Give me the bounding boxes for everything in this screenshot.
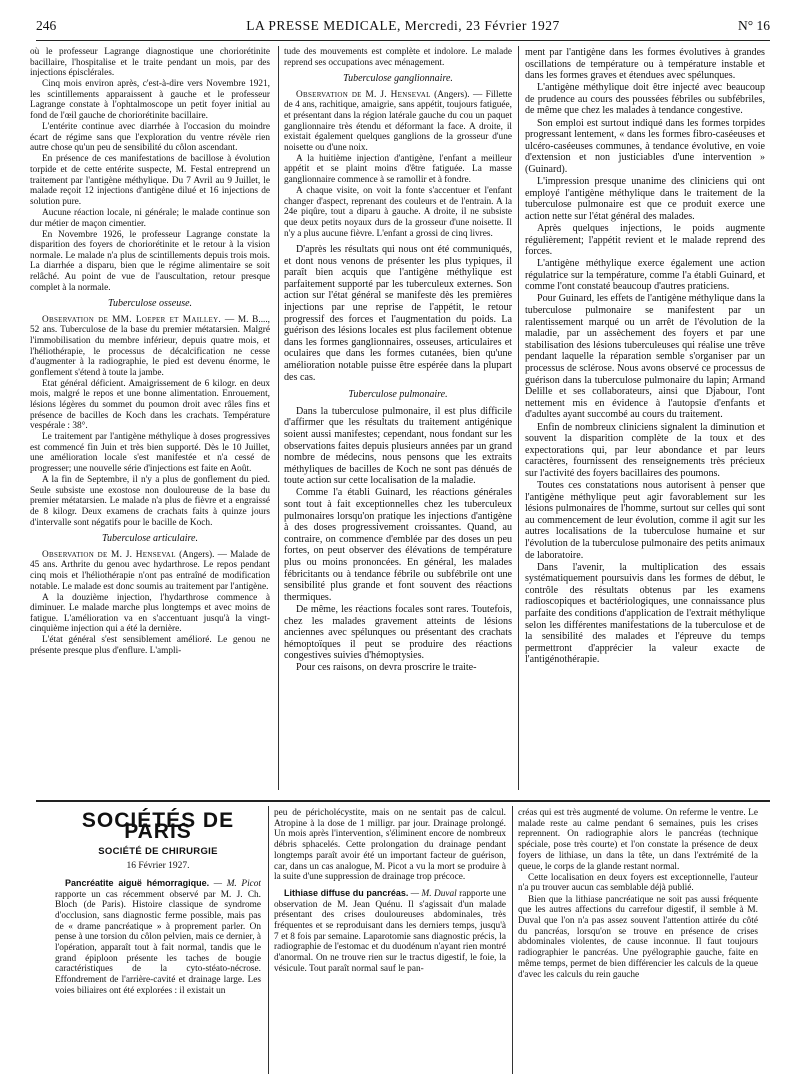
report-author: — M. Picot [213, 878, 261, 889]
paragraph: Son emploi est surtout indiqué dans les formes torpides progressant lentement, « dans les formes fibro-caséeuses et ulcéro-caséeuses communes, à tendance évolutive, en voie d'extension et non justiciables d'une intervention » (Guinard). [525, 117, 765, 175]
page-header [36, 18, 770, 40]
paragraph: En Novembre 1926, le professeur Lagrange constate la disparition des foyers de choriorétinite et le retour à la vision normale. Le malade n'a plus de scintillements depuis trois mois. La diarrhée a disparu, bien que le régime alimentaire se soit relâché. Au point de vue de l'auscultation, retour presque complet à la normale. [30, 229, 270, 293]
paragraph: L'impression presque unanime des cliniciens qui ont employé l'antigène méthylique dans le traitement de la tuberculose pulmonaire est que ce produit exerce une action nette sur l'état général des malades. [525, 176, 765, 222]
paragraph: où le professeur Lagrange diagnostique une choriorétinite bacillaire, l'hospitalise et le traite pendant un mois, par des injections épisclérales. [30, 47, 270, 79]
paragraph: L'état général s'est sensiblement amélioré. Le genou ne présente presque plus d'enflure. L'ampli- [30, 635, 270, 657]
article-column-2 [284, 47, 512, 795]
paragraph: Toutes ces constatations nous autorisent à penser que l'antigène méthylique peut agir favorablement sur les lésions pulmonaires de l'homme, surtout sur celles qui sont au commencement de leur évolution, comme il agit sur les autres localisations de la tuberculose humaine et sur l'évolution de la tuberculose pulmonaire des petits animaux de laboratoire. [525, 479, 765, 561]
paragraph: peu de péricholécystite, mais on ne sentait pas de calcul. Atropine à la dose de 1 milligr. par jour. Drainage prolongé. Un mois après l'intervention, s'éliminent encore de nombreux débris sphacelés. Cette prolongation du drainage pendant longtemps paraît avoir été un important facteur de guérison, car, dans un cas analogue, M. Picot a vu la mort se produire à la suite d'une suppression de drainage trop précoce. [274, 808, 506, 883]
observation-label: Observation de M. J. Henseval [296, 89, 431, 100]
report-title: Pancréatite aiguë hémorragique. [65, 877, 210, 888]
paragraph: Enfin de nombreux cliniciens signalent la diminution et souvent la disparition complète de la toux et des expectorations qui, par leur abondance et par leurs caractères, fournissent des renseignements très précieux sur l'activité des foyers bacillaires des poumons. [525, 421, 765, 479]
report-text: rapporte une observation de M. Jean Quénu. Il s'agissait d'un malade présentant des crises douloureuses abdominales, très fréquentes et se reproduisant dans les derniers temps, jusqu'à 7 et 8 fois par semaine. Laparotomie sans diagnostic précis, la radiographie de l'estomac et du duodénum n'ayant rien montré d'anormal. On ne trouve rien sur le tractus digestif, le foie, la vésicule. Tout paraît normal sauf le pan- [274, 888, 506, 974]
paragraph: Etat général déficient. Amaigrissement de 6 kilogr. en deux mois, malgré le repos et une bonne alimentation. Enrouement, lésions légères du sommet du poumon droit avec râles fins et présence de bacilles de Koch dans les crachats. Température vespérale : 38°. [30, 378, 270, 432]
paragraph: Aucune réaction locale, ni générale; le malade continue son dur métier de maçon cimentier. [30, 207, 270, 229]
report-author: — M. Duval [410, 888, 457, 899]
paragraph: Le traitement par l'antigène méthylique à doses progressives est commencé fin Juin et très bien supporté. Dès le 10 Juillet, une amélioration locale s'est manifestée et n'a cessé de progresser; une nouvelle série d'injections est faite en Août. [30, 432, 270, 475]
column-divider-2 [518, 46, 519, 790]
observation-paragraph [30, 315, 270, 379]
report-paragraph [55, 878, 261, 997]
societes-column-3 [518, 808, 758, 1078]
article-column-3 [525, 47, 765, 795]
paragraph: A chaque visite, on voit la fonte s'accentuer et l'enfant changer d'aspect, reprenant des couleurs et de l'entrain. A la 24e piqûre, tout a diparu à gauche. A droite, il ne subsiste que deux petits noyaux durs de la grosseur d'une noisette. Il n'y a plus aucune fièvre. L'enfant a grossi de cinq livres. [284, 186, 512, 239]
paragraph: Bien que la lithiase pancréatique ne soit pas aussi fréquente que les autres affections du carrefour digestif, il semble à M. Duval que l'on n'a pas assez souvent l'attention attirée du côté du pancréas, lorsqu'on se trouve en présence de crises abdominales violentes, de cause inconnue. Il faut toujours radiographier le pancréas. Une pyélographie gauche, faite en même temps, permet de bien différencier les calculs de la queue d'avec les calculs du rein gauche [518, 894, 758, 980]
paragraph: Cinq mois environ après, c'est-à-dire vers Novembre 1921, les scintillements apparaissent à gauche et le professeur Lagrange constate à l'ophtalmoscope un petit foyer initial au fond de l'œil gauche de choriorétinite bacillaire. [30, 79, 270, 122]
observation-label: Observation de M. J. Henseval [42, 549, 176, 560]
column-divider-1 [278, 46, 279, 790]
report-text: rapporte un cas récemment observé par M. J. Ch. Bloch (de Paris). Histoire classique de syndrome d'occlusion, sans diagnostic ferme possible, mais pas de « drame pancréatique » à proprement parler. On pense à une torsion du côlon pelvien, mais ce dernier, à l'opération, apparaît tout à fait normal, tandis que le grand épiploon présente les taches de bougie caractéristiques de la cyto-stéato-nécrose. Effondrement de l'arrière-cavité et drainage large. Les voies biliaires ont été explorées : il existait un [55, 889, 261, 996]
lower-divider-1 [268, 806, 269, 1074]
issue-number: N° 16 [737, 18, 770, 33]
paragraph: Pour ces raisons, on devra proscrire le traite- [296, 662, 477, 674]
paragraph: Cette localisation en deux foyers est exceptionnelle, l'auteur n'a pu trouver aucun cas semblable déjà publié. [518, 872, 758, 894]
section-heading: Tuberculose osseuse. [107, 298, 193, 310]
journal-title: LA PRESSE MEDICALE, Mercredi, 23 Février 1927 [246, 18, 560, 33]
header-rule [36, 40, 770, 41]
society-name: SOCIÉTÉ DE CHIRURGIE [98, 846, 218, 858]
paragraph: De même, les réactions focales sont rares. Toutefois, chez les malades gravement atteints de lésions anciennes avec spélunques ou présentant des crachats hémoptoïques il peut se produire des réactions congestives suivies d'hémoptysies. [284, 603, 512, 662]
paragraph: A la huitième injection d'antigène, l'enfant a meilleur appétit et se plaint moins d'être fatiguée. La masse ganglionnaire commence à se ramollir et à fondre. [284, 153, 512, 186]
paragraph: D'après les résultats qui nous ont été communiqués, et dont nous venons de présenter les plus typiques, il paraît bien acquis que l'antigène méthylique est parfaitement supporté par les tuberculeux externes. Son action sur l'état général se manifeste dès les premières injections par une reprise de l'appétit, le retour progressif des forces et l'augmentation du poids. La guérison des lésions locales est plus facilement obtenue dans les formes ganglionnaires, osseuses, articulaires et oculaires que dans les formes cutanées, bien qu'une amélioration notable puisse être espérée dans la plupart des cas. [284, 244, 512, 383]
paragraph: En présence de ces manifestations de bacillose à évolution torpide et de cette entérite suspecte, M. Festal entreprend un traitement par l'antigène méthylique. Du 7 Avril au 9 Juillet, le malade reçoit 12 injections d'antigène dilué et 16 injections de solution pure. [30, 154, 270, 207]
report-paragraph [274, 888, 506, 975]
paragraph: L'antigène méthylique exerce également une action régulatrice sur la température, comme l'a établi Guinard, et comme l'ont constaté beaucoup d'autres praticiens. [525, 258, 765, 293]
societes-column-2 [274, 808, 506, 1078]
report-title: Lithiase diffuse du pancréas. [284, 887, 409, 898]
paragraph: Après quelques injections, le poids augmente régulièrement; l'appétit revient et le malade reprend des forces. [525, 222, 765, 258]
meeting-date: 16 Février 1927. [126, 861, 190, 872]
observation-paragraph [30, 550, 270, 592]
societes-column-1 [55, 808, 261, 1078]
observation-text: (Angers). — Malade de 45 ans. Arthrite du genou avec hydarthrose. Le repos pendant cinq mois et l'héliothérapie n'ont pas entraîné de modification notable. Le malade est donc soumis au traitement par l'antigène. [30, 549, 270, 592]
paragraph: A la fin de Septembre, il n'y a plus de gonflement du pied. Seule subsiste une exostose non douloureuse de la base du premier métatarsien. Le malade n'a plus de fièvre et a engraissé de 8 kilogr. Deux examens de crachats faits à quinze jours d'intervalle sont négatifs pour le bacille de Koch. [30, 475, 270, 528]
paragraph: L'antigène méthylique doit être injecté avec beaucoup de prudence au cours des poussées fébriles ou subfébriles, de même que chez les malades à tendance congestive. [525, 82, 765, 117]
section-banner: SOCIÉTÉS DE PARIS [81, 809, 235, 843]
section-heading: Tuberculose pulmonaire. [348, 389, 448, 401]
observation-paragraph [284, 90, 512, 154]
paragraph: L'entérite continue avec diarrhée à l'occasion du moindre écart de régime sans que l'exploration du ventre révèle rien autre chose qu'un peu de sensibilité du côlon ascendant. [30, 122, 270, 154]
article-column-1 [30, 47, 270, 795]
paragraph: tude des mouvements est complète et indolore. Le malade reprend ses occupations avec ménagement. [284, 47, 512, 68]
paragraph: A la douzième injection, l'hydarthrose commence à diminuer. Le malade marche plus longtemps et avec moins de fatigue. L'amélioration va en s'accentuant jusqu'à la vingt-cinquième injection qui a été la dernière. [30, 592, 270, 635]
page-number: 246 [36, 18, 57, 33]
paragraph: Pour Guinard, les effets de l'antigène méthylique dans la tuberculose pulmonaire se manifestent par un ralentissement marqué ou un arrêt de l'évolution de la maladie, par un assèchement des foyers et par une stabilisation des lésions tuberculeuses qui réalise une trêve pendant laquelle la réparation semble s'organiser par un processus de sclérose. Nous avons observé ce processus de guérison dans la tuberculose pulmonaire du lapin; Armand Delille et ses collaborateurs, ainsi que Djabour, l'ont nettement mis en évidence à l'autopsie d'enfants et d'adultes ayant succombé au cours du traitement. [525, 293, 765, 421]
section-heading: Tuberculose articulaire. [102, 533, 198, 545]
observation-text: — M. B...., 52 ans. Tuberculose de la base du premier métatarsien. Malgré l'immobilisation du membre inférieur, depuis quatre mois, et l'héliothérapie, le processus de décalcification ne cesse d'augmenter à la radiographie, le pied est devenu énorme, le gonflement s'étend à toute la jambe. [30, 314, 270, 378]
observation-label: Observation de MM. Loeper et Mailley. [42, 314, 222, 325]
section-rule [36, 800, 770, 802]
paragraph: créas qui est très augmenté de volume. On referme le ventre. Le malade reste au calme pendant 6 semaines, puis les crises reprennent. On radiographie alors le pancréas (technique spéciale, pose très courte) et l'on constate la présence de deux foyers de lithiase, un dans la tête, un dans l'extrémité de la queue, le corps de la glande restant normal. [518, 808, 758, 872]
large-text-block [284, 244, 512, 674]
paragraph: Dans la tuberculose pulmonaire, il est plus difficile d'affirmer que les résultats du traitement antigénique soient aussi manifestes; cependant, nous fondant sur les observations faites depuis plusieurs années par un grand nombre de médecins, nous pensons que les extraits méthyliques de bacilles de Koch ne sont pas dénués de toute action sur cette localisation de la maladie. [284, 405, 512, 487]
section-heading: Tuberculose ganglionnaire. [343, 73, 453, 85]
observation-text: (Angers). — Fillette de 4 ans, rachitique, amaigrie, sans appétit, toujours fatiguée, et présentant dans la région latérale gauche du cou un paquet ganglionnaire très étendu et déformant la face. A droite, il existait également quelques ganglions de la grosseur d'une noisette ou d'une noix. [284, 89, 512, 153]
paragraph: ment par l'antigène dans les formes évolutives à grandes oscillations de température ou à température instable et dans les formes graves et étendues avec spélunques. [525, 47, 765, 82]
lower-divider-2 [512, 806, 513, 1074]
paragraph: Comme l'a établi Guinard, les réactions générales sont tout à fait exceptionnelles chez les tuberculeux pulmonaires lorsqu'on pratique les injections d'antigène à des doses progressivement croissantes. Quand, au contraire, on commence d'emblée par des doses un peu fortes, on peut observer des élévations de température plus ou moins prononcées. En général, les malades fébricitants ou à tendance fébrile ou subfébrile ont une sensibilité plus grande et font souvent des réactions thermiques. [284, 487, 512, 603]
paragraph: Dans l'avenir, la multiplication des essais systématiquement poursuivis dans les formes de début, le contrôle des résultats obtenus par les examens radioscopiques et bactériologiques, une connaissance plus parfaite des conditions d'application de l'extrait méthylique selon les différentes manifestations de la tuberculose et de la sensibilité des malades et l'épreuve du temps permettront d'apprécier la valeur exacte de l'antigénothérapie. [525, 561, 765, 666]
